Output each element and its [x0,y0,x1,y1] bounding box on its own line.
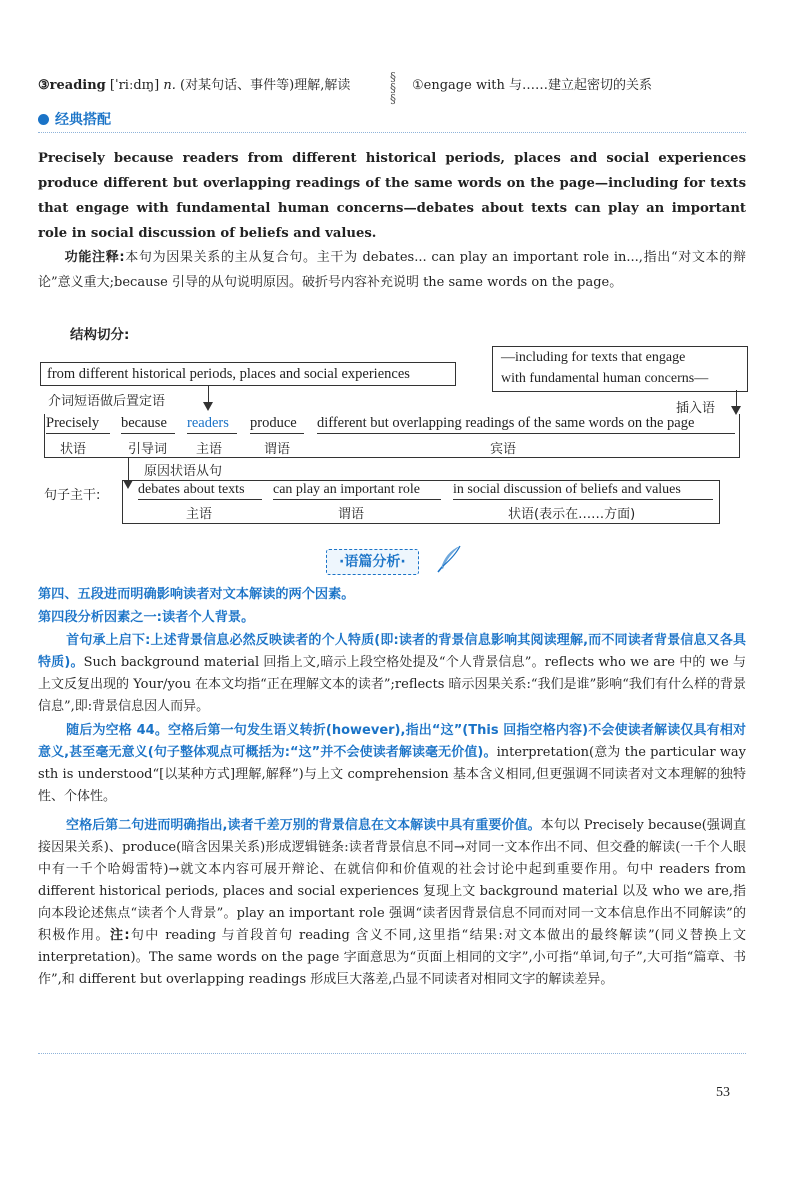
function-note [38,245,746,295]
arrow-down-icon [203,402,213,411]
clause-label: 原因状语从句 [144,464,223,479]
word-object: different but overlapping readings of the same words on the page [317,415,735,434]
analysis-p2-key: 随后为空格 44。空格后第一句发生语义转折(however),指出“这”(This 回指空格内容)不会使读者解读仅具有相对意义,甚至毫无意义(句子整体观点可概括为:“这”并不会使读者解读毫无价值)。 [38,723,746,760]
arrow-into-main-icon [123,480,133,489]
clause-bracket-right [739,414,740,458]
main-label-adverbial: 状语(表示在……方面) [508,507,636,522]
word-because: because [121,415,175,434]
vocab-entry-reading [38,74,350,93]
classic-collocation-heading [38,109,111,129]
analysis-p1-key: 首句承上启下:上述背景信息必然反映读者的个人特质(即:读者的背景信息影响其阅读理解,而不同读者背景信息又各具特质)。 [38,633,746,670]
bullet-dot-icon [38,114,49,125]
insertion-line-1: —including for texts that engage [501,350,686,365]
clause-bracket-left [44,414,45,458]
vocab-word: ③reading [38,78,106,93]
analysis-paragraph-2 [38,720,746,808]
analysis-factor-one: 第四段分析因素之一:读者个人背景。 [38,610,255,625]
main-label-subject: 主语 [186,507,213,522]
dotted-divider [38,132,746,133]
analysis-p1-text: Such background material 回指上文,暗示上段空格处提及“个人背景信息”。reflects who we are 中的 we 与上文反复出现的 Your/you 在本文均指“正在理解文本的读者”;reflects 暗示因果关系:“我们是谁”影响“我们有什么样的背景信息”,即:背景信息因人而异。 [38,655,746,714]
insertion-box [492,346,748,392]
section-title-banner [326,549,419,575]
function-text: 本句为因果关系的主从复合句。主干为 debates... can play an important role in...,指出“对文本的辩论”意义重大;because 引导的从句说明原因。破折号内容补充说明 the same words on the page。 [38,250,746,290]
function-label: 功能注释: [64,250,125,265]
divider-squiggle-icon: § § § [390,70,396,106]
vocab-entry-engage: ①engage with 与……建立起密切的关系 [412,78,652,93]
analysis-paragraph-3 [38,815,746,991]
label-predicate: 谓语 [264,442,291,457]
page-number: 53 [716,1085,730,1100]
section-title: ·语篇分析· [339,554,406,570]
analysis-intro: 第四、五段进而明确影响读者对文本解读的两个因素。 [38,587,355,602]
vocab-pos: n. [163,78,176,93]
prep-phrase-note: 介词短语做后置定语 [48,394,166,409]
label-subject: 主语 [196,442,223,457]
vocab-meaning: (对某句话、事件等)理解,解读 [180,78,351,93]
main-adverbial: in social discussion of beliefs and values [453,482,713,500]
insertion-note: 插入语 [676,401,716,416]
main-clause-label: 句子主干: [44,488,101,503]
prep-phrase-box: from different historical periods, places and social experiences [40,362,456,386]
vocab-phonetic: [ˈriːdɪŋ] [109,78,160,93]
analysis-paragraph-1 [38,630,746,718]
word-produce: produce [250,415,304,434]
analysis-p2-text: interpretation(意为 the particular way sth is understood“[以某种方式]理解,解释”)与上文 comprehension 基本含义相同,但更强调不同读者对文本理解的独特性、个体性。 [38,745,747,804]
label-conjunction: 引导词 [128,442,168,457]
dotted-divider-bottom [38,1053,746,1054]
word-readers: readers [187,415,237,434]
clause-bracket-bottom [44,457,740,458]
quill-pen-icon [436,544,462,578]
insertion-line-2: with fundamental human concerns— [501,371,709,386]
main-predicate: can play an important role [273,482,441,500]
label-adverbial: 状语 [60,442,87,457]
analysis-p3-note: 句中 reading 与首段首句 reading 含义不同,这里指“结果:对文本做出的最终解读”(同义替换上文 interpretation)。The same words on the page 字面意思为“页面上相同的文字”,小可指“单词,句子”,大可指“篇章、书作”,和 different but overlapping readings 形成巨大落差,凸显不同读者对相同文字的解读差异。 [38,928,746,987]
label-object: 宾语 [490,442,517,457]
main-label-predicate: 谓语 [338,507,365,522]
analysis-note-label: 注: [109,928,130,943]
analysis-p3-text: 本句以 Precisely because(强调直接因果关系)、produce(暗含因果关系)形成逻辑链条:读者背景信息不同→对同一文本作出不同、但交叠的解读(一千个人眼中有一千个哈姆雷特)→就文本内容可展开辩论、在就信仰和价值观的社会讨论中起到重要作用。句中 readers from different historical periods, places and social experiences 复现上文 background material 以及 who we are,指向本段论述焦点“读者个人背景”。play an important role 强调“读者因背景信息不同而对同一文本信息作出不同解读”的积极作用。 [38,818,746,943]
classic-heading-label: 经典搭配 [55,112,111,128]
structure-label: 结构切分: [70,327,130,343]
example-sentence: Precisely because readers from different historical periods, places and social experiences produce different but overlapping readings of the same words on the page—including for texts that engage with fundamental human concerns—debates about texts can play an important role in social discussion of beliefs and values. [38,151,746,241]
main-subject: debates about texts [138,482,262,500]
word-precisely: Precisely [46,415,110,434]
analysis-p3-key: 空格后第二句进而明确指出,读者千差万别的背景信息在文本解读中具有重要价值。 [66,818,541,833]
